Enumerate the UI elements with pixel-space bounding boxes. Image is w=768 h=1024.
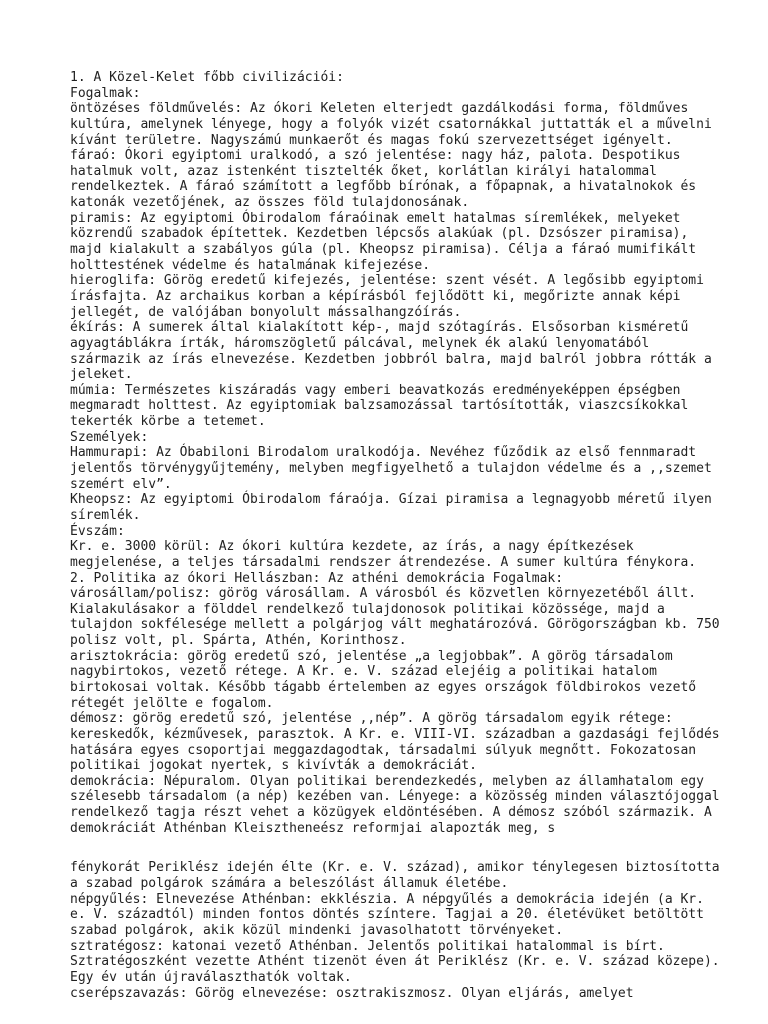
text-line: szemért elv”.	[70, 476, 172, 492]
text-line: jelentős törvénygyűjtemény, melyben megfigyelhető a tulajdon védelme és a ,,szemet	[70, 461, 712, 477]
text-block-1	[70, 70, 720, 836]
text-line: demokráciát Athénban Kleisztheneész reformjai alapozták meg, s	[70, 820, 556, 836]
text-line: nagybirtokos, vezető rétege. A Kr. e. V. század elejéig a politikai hatalom	[70, 664, 657, 680]
text-line: birtokosai voltak. Később tágabb értelemben az egyes országok földbirokos vezető	[70, 679, 697, 695]
text-line: kereskedők, kézművesek, parasztok. A Kr. e. VIII-VI. században a gazdasági fejlődés	[70, 726, 720, 742]
text-line: Hammurapi: Az Óbabiloni Birodalom uralkodója. Nevéhez fűződik az első fennmaradt	[70, 445, 697, 461]
text-line: Kr. e. 3000 körül: Az ókori kultúra kezdete, az írás, a nagy építkezések	[70, 539, 634, 555]
text-line: síremlék.	[70, 507, 141, 523]
text-line: öntözéses földművelés: Az ókori Keleten elterjedt gazdálkodási forma, földműves	[70, 101, 689, 117]
text-line: írásfajta. Az archaikus korban a képírásból fejlődött ki, megőrizte annak képi	[70, 288, 681, 304]
text-line: tulajdon sokfélesége mellett a polgárjog vált meghatározóvá. Görögországban kb. 750	[70, 617, 720, 633]
text-line: Személyek:	[70, 429, 149, 445]
text-line: a szabad polgárok számára a beleszólást államuk életébe.	[70, 876, 509, 892]
paragraph-gap	[70, 836, 720, 860]
text-line: megmaradt holttest. Az egyiptomiak balzsamozással tartósították, viaszcsíkokkal	[70, 398, 689, 414]
text-line: hatalmuk volt, azaz istenként tisztelték őket, korlátlan királyi hatalommal	[70, 163, 657, 179]
text-line: e. V. századtól) minden fontos döntés színtere. Tagjai a 20. életévüket betöltött	[70, 907, 704, 923]
text-line: jeleket.	[70, 367, 133, 383]
text-line: ékírás: A sumerek által kialakított kép-, majd szótagírás. Elsősorban kisméretű	[70, 320, 689, 336]
text-line: megjelenése, a teljes társadalmi rendszer átrendezése. A sumer kultúra fénykora.	[70, 554, 697, 570]
text-line: rétegét jelölte e fogalom.	[70, 695, 274, 711]
text-line: 1. A Közel-Kelet főbb civilizációi:	[70, 70, 344, 85]
text-line: múmia: Természetes kiszáradás vagy emberi beavatkozás eredményeképpen épségben	[70, 382, 681, 398]
text-line: Kheopsz: Az egyiptomi Óbirodalom fáraója. Gízai piramisa a legnagyobb méretű ilyen	[70, 492, 712, 508]
text-line: kultúra, amelynek lényege, hogy a folyók vizét csatornákkal juttatták el a művelni	[70, 116, 712, 132]
text-line: 2. Politika az ókori Hellászban: Az athéni demokrácia Fogalmak:	[70, 570, 564, 586]
text-line: származik az írás elnevezése. Kezdetben jobbról balra, majd balról jobbra rótták a	[70, 351, 712, 367]
text-block-2	[70, 860, 720, 1001]
text-line: Egy év után újraválaszthatók voltak.	[70, 969, 352, 985]
text-line: szabad polgárok, akik közül mindenki javasolhatott törvényeket.	[70, 922, 564, 938]
text-line: hatására egyes csoportjai meggazdagodtak, társadalmi súlyuk megnőtt. Fokozatosan	[70, 742, 697, 758]
text-line: jellegét, de valójában bonyolult mássalhangzóírás.	[70, 304, 462, 320]
text-line: katonák vezetőjének, az összes föld tulajdonosának.	[70, 195, 470, 211]
text-line: városállam/polisz: görög városállam. A városból és közvetlen környezetéből állt.	[70, 586, 697, 602]
text-line: cserépszavazás: Görög elnevezése: osztrakiszmosz. Olyan eljárás, amelyet	[70, 985, 634, 1001]
text-line: piramis: Az egyiptomi Óbirodalom fáraóinak emelt hatalmas síremlékek, melyeket	[70, 210, 681, 226]
text-line: közrendű szabadok építettek. Kezdetben lépcsős alakúak (pl. Dzsószer piramisa),	[70, 226, 689, 242]
text-line: fénykorát Periklész idején élte (Kr. e. V. század), amikor ténylegesen biztosította	[70, 860, 720, 876]
text-line: agyagtáblákra írták, háromszögletű pálcával, melynek ék alakú lenyomatából	[70, 335, 650, 351]
text-line: népgyűlés: Elnevezése Athénban: ekklészia. A népgyűlés a demokrácia idején (a Kr.	[70, 891, 704, 907]
text-line: rendelkeztek. A fáraó számított a legfőbb bírónak, a főpapnak, a hivatalnokok és	[70, 179, 697, 195]
text-line: szélesebb társadalom (a nép) kezében van. Lényege: a közösség minden választójoggal	[70, 789, 720, 805]
text-line: rendelkező tagja részt vehet a közügyek eldöntésében. A démosz szóból származik. A	[70, 805, 712, 821]
text-line: holttestének védelme és hatalmának kifejezése.	[70, 257, 431, 273]
text-line: arisztokrácia: görög eredetű szó, jelentése „a legjobbak”. A görög társadalom	[70, 648, 673, 664]
text-line: tekerték körbe a tetemet.	[70, 414, 266, 430]
text-line: Sztratégoszként vezette Athént tizenöt éven át Periklész (Kr. e. V. század közepe).	[70, 954, 720, 970]
text-line: sztratégosz: katonai vezető Athénban. Jelentős politikai hatalommal is bírt.	[70, 938, 665, 954]
text-line: majd kialakult a szabályos gúla (pl. Kheopsz piramisa). Célja a fáraó mumifikált	[70, 242, 697, 258]
document-page	[70, 70, 720, 1001]
text-line: kívánt területre. Nagyszámú munkaerőt és magas fokú szervezettséget igényelt.	[70, 132, 673, 148]
text-line: démosz: görög eredetű szó, jelentése ,,nép”. A görög társadalom egyik rétege:	[70, 711, 673, 727]
text-line: politikai jogokat nyertek, s kivívták a demokráciát.	[70, 758, 477, 774]
text-line: Kialakulásakor a földdel rendelkező tulajdonosok politikai közössége, majd a	[70, 601, 665, 617]
text-line: polisz volt, pl. Spárta, Athén, Korinthosz.	[70, 633, 407, 649]
text-line: fáraó: Ókori egyiptomi uralkodó, a szó jelentése: nagy ház, palota. Despotikus	[70, 148, 681, 164]
text-line: demokrácia: Népuralom. Olyan politikai berendezkedés, melyben az államhatalom egy	[70, 773, 704, 789]
text-line: Fogalmak:	[70, 85, 141, 101]
text-line: Évszám:	[70, 523, 125, 539]
text-line: hieroglifa: Görög eredetű kifejezés, jelentése: szent vését. A legősibb egyiptomi	[70, 273, 704, 289]
